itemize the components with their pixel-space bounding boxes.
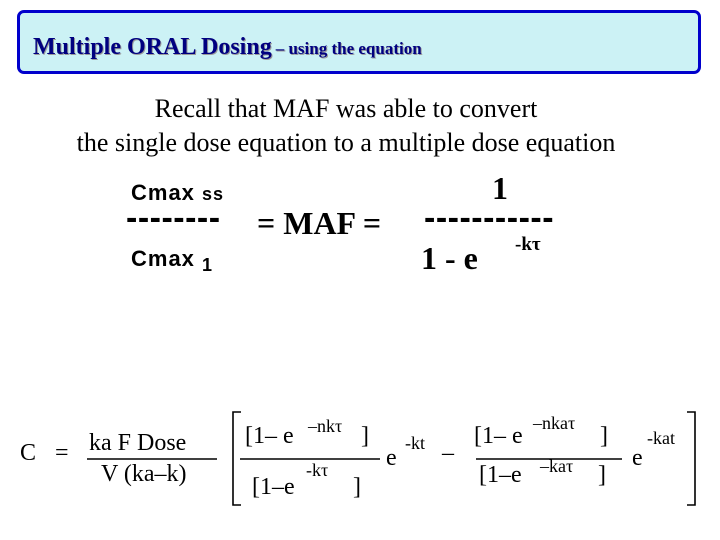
fraction-bar-left: -------- <box>126 199 221 237</box>
term1-denominator-exponent: -kτ <box>306 460 329 480</box>
subscript-ss: ss <box>202 184 225 204</box>
term1-numerator-open: [1– e <box>245 423 294 449</box>
minus-sign: – <box>442 440 454 466</box>
maf-numerator: 1 <box>492 170 508 206</box>
term1-numerator-exponent: –nkτ <box>308 416 343 436</box>
maf-denominator: 1 - e <box>421 240 478 276</box>
cmax-label-2: Cmax <box>131 246 195 271</box>
fraction-bar-right: ----------- <box>424 199 555 237</box>
subscript-1: 1 <box>202 255 214 275</box>
big-bracket-right <box>687 412 695 505</box>
equals-maf: = MAF = <box>257 205 382 241</box>
recall-line-2: the single dose equation to a multiple dose equation <box>76 128 616 157</box>
term2-numerator-exponent: –nkaτ <box>533 413 576 433</box>
title-subtitle: – using the equation <box>275 39 422 58</box>
term2-numerator-close: ] <box>600 423 608 449</box>
coefficient-denominator: V (ka–k) <box>101 461 187 487</box>
term2-denominator-open: [1–e <box>479 462 522 488</box>
exp-e-2-exponent: -kat <box>647 428 675 448</box>
term1-denominator-close: ] <box>353 474 361 500</box>
term1-numerator-close: ] <box>361 423 369 449</box>
term2-denominator-close: ] <box>598 462 606 488</box>
term2-numerator-open: [1– e <box>474 423 523 449</box>
recall-line-1: Recall that MAF was able to convert <box>154 94 538 123</box>
term1-denominator-open: [1–e <box>252 474 295 500</box>
cmax-label: Cmax <box>131 180 195 205</box>
exp-e-2: e <box>632 445 643 471</box>
exp-e-1-exponent: -kt <box>405 433 425 453</box>
big-bracket-left <box>233 412 241 505</box>
maf-exponent: -kτ <box>515 234 541 255</box>
term2-denominator-exponent: –kaτ <box>540 456 574 476</box>
title-main: Multiple ORAL Dosing <box>33 34 272 60</box>
equals-sign: = <box>55 440 69 466</box>
concentration-symbol: C <box>20 440 37 466</box>
coefficient-numerator: ka F Dose <box>89 430 187 456</box>
exp-e-1: e <box>386 445 397 471</box>
